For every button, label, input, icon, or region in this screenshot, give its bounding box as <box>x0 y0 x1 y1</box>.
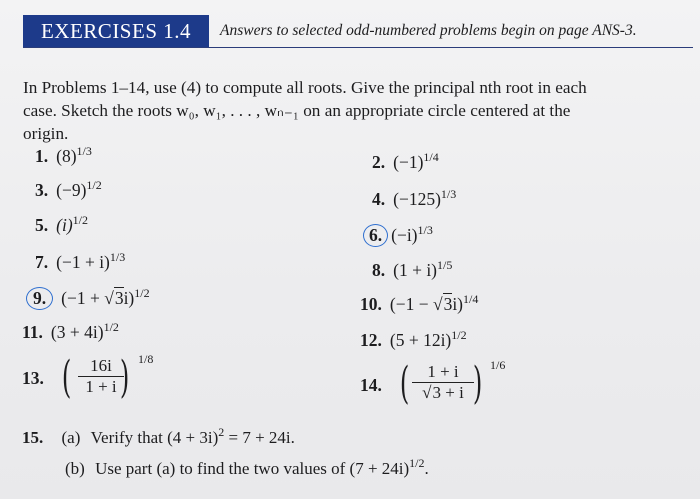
problem-14-number <box>360 375 382 396</box>
problem-exponent: 1/6 <box>490 358 506 372</box>
problem-exponent: 1/4 <box>463 292 479 306</box>
problem-number: 3. <box>35 180 49 200</box>
sqrt-symbol: √ <box>422 383 432 402</box>
left-paren: ( <box>61 352 72 403</box>
problem-number: 5. <box>35 215 49 235</box>
denominator: 1 + i <box>85 377 117 396</box>
right-paren: ) <box>119 352 130 403</box>
problem-6 <box>363 224 433 247</box>
problem-expression: (−9) <box>56 180 87 200</box>
problem-exponent: 1/8 <box>138 352 154 366</box>
problem-number: 2. <box>372 152 386 172</box>
problem-number: 12. <box>360 330 382 350</box>
section-header-box <box>23 15 209 48</box>
instructions-line-3: origin. <box>23 124 69 143</box>
problem-12 <box>360 330 467 351</box>
problem-expression: (3 + 4i) <box>50 322 104 342</box>
problem-exponent: 1/5 <box>437 258 453 272</box>
circled-problem-number: 6. <box>363 224 388 247</box>
part-a-exponent: 2 <box>218 425 225 439</box>
numerator: 1 + i <box>412 362 474 383</box>
radicand: 3 <box>432 383 442 402</box>
problem-exponent: 1/2 <box>134 286 150 300</box>
right-paren: ) <box>472 358 483 409</box>
problem-expression-tail: i) <box>452 294 464 314</box>
problem-13-fraction <box>78 356 124 397</box>
sqrt-symbol: √ <box>432 294 443 314</box>
problem-expression-tail: i) <box>123 288 135 308</box>
problem-number: 15. <box>22 428 44 447</box>
problem-5 <box>35 215 88 236</box>
problem-exponent: 1/2 <box>451 328 467 342</box>
problem-15-part-a <box>22 425 295 448</box>
problem-number: 1. <box>35 146 49 166</box>
problem-10 <box>360 294 478 315</box>
part-a-tail: = 7 + 24i. <box>224 428 295 447</box>
problem-exponent: 1/3 <box>417 223 433 237</box>
problem-1 <box>35 146 92 167</box>
header-rule <box>23 47 693 48</box>
problem-number: 10. <box>360 294 382 314</box>
answers-note: Answers to selected odd-numbered problems begin on page ANS-3. <box>220 22 637 39</box>
problem-number: 4. <box>372 189 386 209</box>
instructions-line-2: case. Sketch the roots w₀, w₁, . . . , wₙ₋₁ on an appropriate circle centered at the <box>23 101 571 120</box>
problem-number: 13. <box>22 368 44 388</box>
part-label: (a) <box>61 428 81 447</box>
problem-number: 7. <box>35 252 49 272</box>
problem-exponent: 1/2 <box>103 320 119 334</box>
part-b-tail: . <box>424 459 429 478</box>
problem-2 <box>372 152 439 173</box>
problem-expression: (−125) <box>393 189 441 209</box>
problem-expression: (−1) <box>393 152 424 172</box>
circled-problem-number: 9. <box>26 287 53 310</box>
part-b-exponent: 1/2 <box>409 456 425 470</box>
problem-number: 14. <box>360 375 382 395</box>
problem-4 <box>372 189 456 210</box>
denominator-tail: + i <box>441 383 464 402</box>
problem-8 <box>372 260 452 281</box>
problem-expression: (8) <box>56 146 77 166</box>
denominator <box>412 383 474 403</box>
problem-number: 11. <box>22 322 43 342</box>
problem-expression: (1 + i) <box>393 260 438 280</box>
sqrt-symbol: √ <box>104 288 114 308</box>
problem-exponent: 1/3 <box>440 187 457 201</box>
part-label: (b) <box>65 459 85 478</box>
radicand: 3 <box>443 294 453 314</box>
radicand: 3 <box>114 288 124 308</box>
part-b-text: Use part (a) to find the two values of (7 + 24i) <box>95 459 410 478</box>
problem-number: 8. <box>372 260 386 280</box>
numerator: 16i <box>78 356 124 377</box>
problem-expression: (−1 + <box>61 288 105 308</box>
problem-exponent: 1/2 <box>72 213 88 227</box>
section-title: EXERCISES 1.4 <box>40 19 191 43</box>
problem-expression: (i) <box>56 215 73 235</box>
problem-7 <box>35 252 125 273</box>
problem-expression: (−i) <box>391 225 418 245</box>
problem-exponent: 1/3 <box>76 144 92 158</box>
problem-3 <box>35 180 102 201</box>
instructions <box>23 76 693 145</box>
part-a-text: Verify that (4 + 3i) <box>90 428 219 447</box>
problem-expression: (−1 − <box>389 294 433 314</box>
problem-expression: (5 + 12i) <box>389 330 452 350</box>
problem-exponent: 1/2 <box>86 178 102 192</box>
problem-exponent: 1/4 <box>423 150 439 164</box>
left-paren: ( <box>399 358 410 409</box>
instructions-line-1: In Problems 1–14, use (4) to compute all roots. Give the principal nth root in each <box>23 78 587 97</box>
problem-15-part-b <box>65 456 429 479</box>
problem-11 <box>22 322 119 343</box>
problem-13-number <box>22 368 44 389</box>
problem-exponent: 1/3 <box>109 250 126 264</box>
problem-expression: (−1 + i) <box>56 252 110 272</box>
problem-14-fraction <box>412 362 474 403</box>
problem-9 <box>26 287 150 310</box>
